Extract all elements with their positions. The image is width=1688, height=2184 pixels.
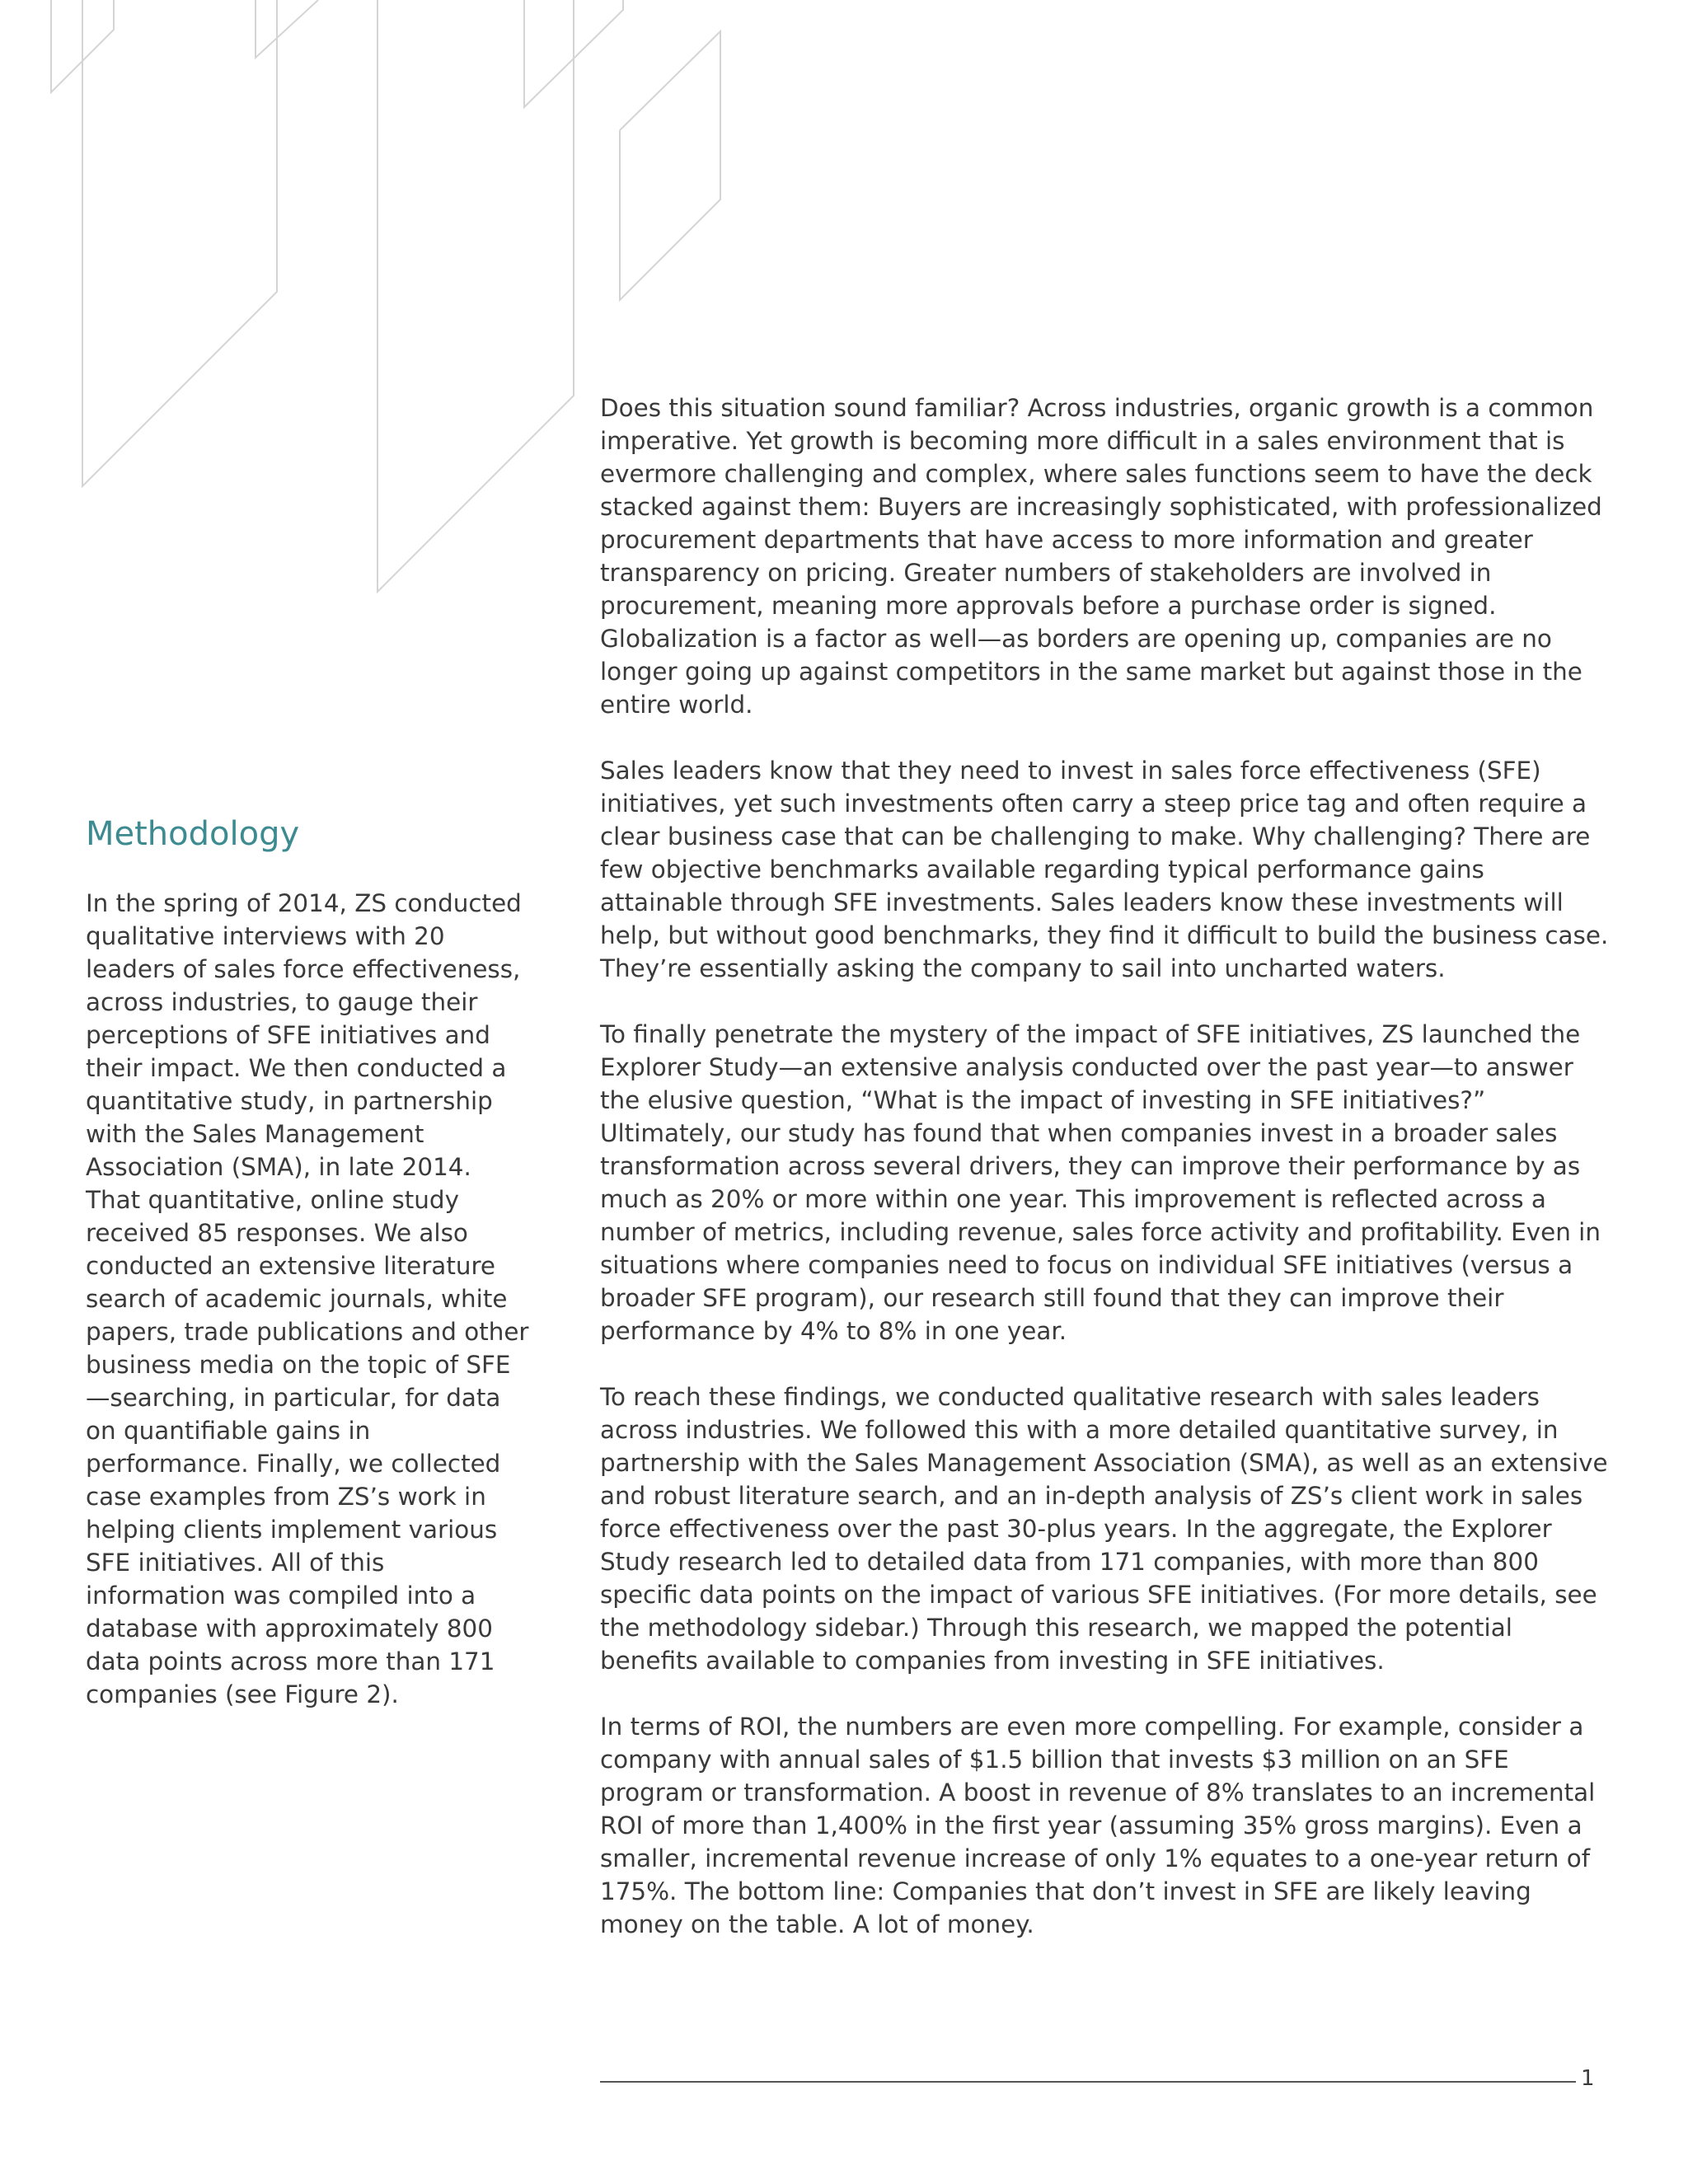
sidebar-text: In the spring of 2014, ZS conducted qualitative interviews with 20 leaders of sales force effectiveness, across industries, to gauge their perceptions of SFE initiatives and their impact. We then conducted a quantitative study, in partnership with the Sales Management Association (SMA), in late 2014. That quantitative, online study received 85 responses. We also conducted an extensive literature search of academic journals, white papers, trade publications and other business media on the topic of SFE—searching, in particular, for data on quantifiable gains in performance. Finally, we collected case examples from ZS’s work in helping clients implement various SFE initiatives. All of this information was compiled into a database with approximately 800 data points across more than 171 companies (see Figure 2). (86, 889, 529, 1708)
body-paragraph: To reach these findings, we conducted qualitative research with sales leaders across industries. We followed this with a more detailed quantitative survey, in partnership with the Sales Management Association (SMA), as well as an extensive and robust literature search, and an in-depth analysis of ZS’s client work in sales force effectiveness over the past 30-plus years. In the aggregate, the Explorer Study research led to detailed data from 171 companies, with more than 800 specific data points on the impact of various SFE initiatives. (For more details, see the methodology sidebar.) Through this research, we mapped the potential benefits available to companies from investing in SFE initiatives. (600, 1383, 1608, 1675)
footer-rule (600, 2081, 1576, 2083)
main-body (600, 391, 1614, 1974)
decor-shape-6 (620, 31, 720, 300)
body-paragraph: Sales leaders know that they need to invest in sales force effectiveness (SFE) initiatives, yet such investments often carry a steep price tag and often require a clear business case that can be challenging to make. Why challenging? There are few objective benchmarks available regarding typical performance gains attainable through SFE investments. Sales leaders know these investments will help, but without good benchmarks, they find it difficult to build the business case. They’re essentially asking the company to sail into uncharted waters. (600, 757, 1609, 982)
page-number: 1 (1581, 2066, 1595, 2091)
body-paragraph: In terms of ROI, the numbers are even more compelling. For example, consider a company with annual sales of $1.5 billion that invests $3 million on an SFE program or transformation. A boost in revenue of 8% translates to an incremental ROI of more than 1,400% in the first year (assuming 35% gross margins). Even a smaller, incremental revenue increase of only 1% equates to a one-year return of 175%. The bottom line: Companies that don’t invest in SFE are likely leaving money on the table. A lot of money. (600, 1713, 1596, 1938)
decor-shape-3 (256, 0, 318, 58)
methodology-sidebar (86, 814, 531, 1711)
sidebar-title: Methodology (86, 815, 300, 853)
decor-shape-4 (377, 0, 574, 592)
decor-shape-2 (82, 0, 277, 486)
body-paragraph: Does this situation sound familiar? Across industries, organic growth is a common imperative. Yet growth is becoming more difficult in a sales environment that is evermore challenging and complex, where sales functions seem to have the deck stacked against them: Buyers are increasingly sophisticated, with professionalized procurement departments that have access to more information and greater transparency on pricing. Greater numbers of stakeholders are involved in procurement, meaning more approvals before a purchase order is signed. Globalization is a factor as well—as borders are opening up, companies are no longer going up against competitors in the same market but against those in the entire world. (600, 394, 1602, 719)
body-paragraph: To finally penetrate the mystery of the impact of SFE initiatives, ZS launched the Explorer Study—an extensive analysis conducted over the past year—to answer the elusive question, “What is the impact of investing in SFE initiatives?” Ultimately, our study has found that when companies invest in a broader sales transformation across several drivers, they can improve their performance by as much as 20% or more within one year. This improvement is reflected across a number of metrics, including revenue, sales force activity and profitability. Even in situations where companies need to focus on individual SFE initiatives (versus a broader SFE program), our research still found that they can improve their performance by 4% to 8% in one year. (600, 1020, 1601, 1345)
